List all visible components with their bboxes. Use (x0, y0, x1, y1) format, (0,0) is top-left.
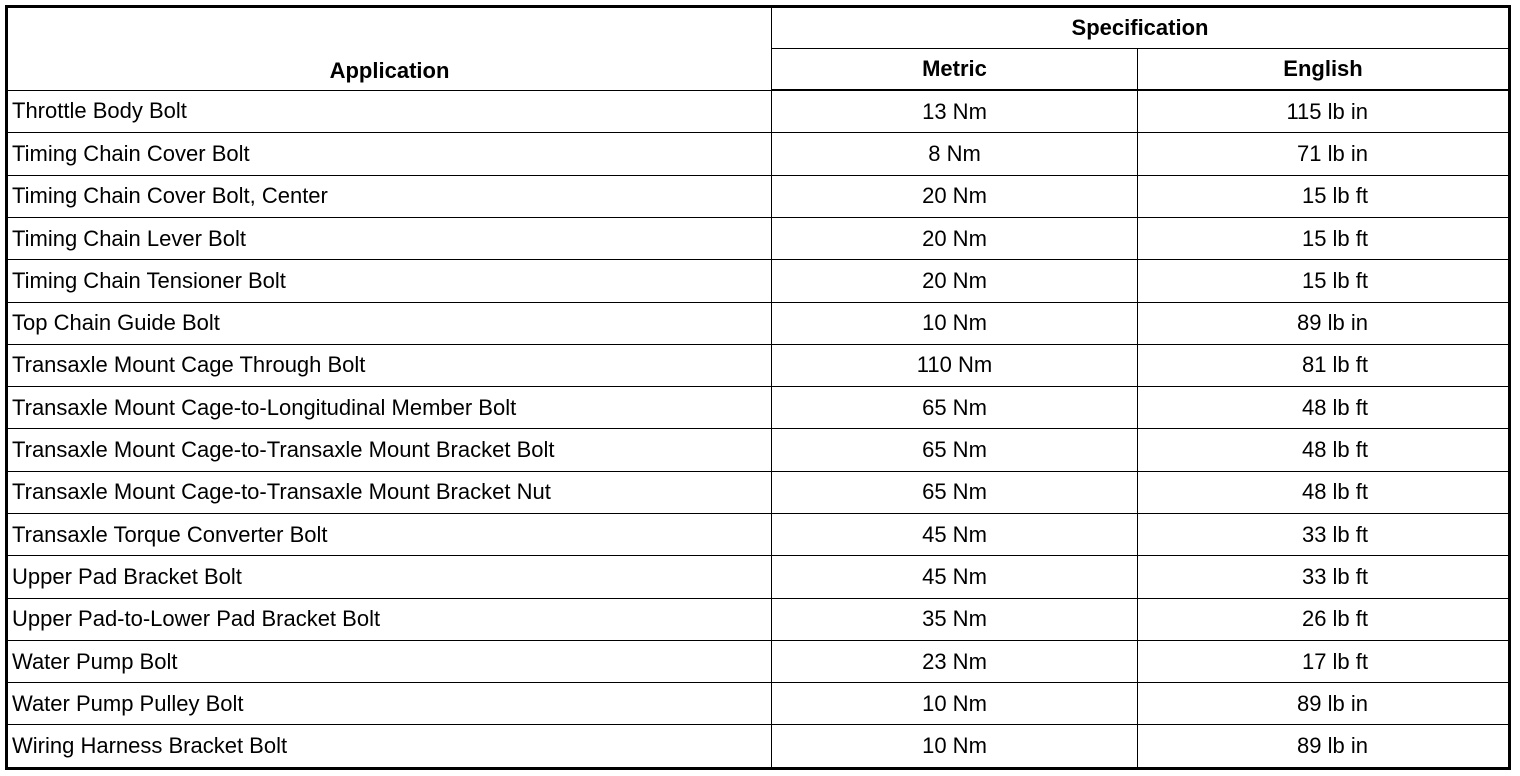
metric-value-cell: 65 Nm (772, 429, 1138, 471)
table-row (7, 133, 1510, 175)
specification-group-header: Specification (772, 7, 1510, 49)
english-value: 15 lb ft (1301, 225, 1368, 251)
table-row (7, 90, 1510, 133)
table-row (7, 725, 1510, 769)
table-row (7, 260, 1510, 302)
english-value: 115 lb in (1286, 98, 1368, 124)
english-value-cell (1138, 387, 1510, 429)
table-row (7, 640, 1510, 682)
table-row (7, 471, 1510, 513)
application-cell: Transaxle Mount Cage-to-Transaxle Mount Bracket Nut (7, 471, 772, 513)
application-cell: Water Pump Bolt (7, 640, 772, 682)
metric-value-cell: 10 Nm (772, 725, 1138, 769)
metric-value-cell: 45 Nm (772, 513, 1138, 555)
table-row (7, 556, 1510, 598)
application-cell: Upper Pad Bracket Bolt (7, 556, 772, 598)
english-value-cell (1138, 725, 1510, 769)
application-cell: Timing Chain Lever Bolt (7, 217, 772, 259)
metric-value-cell: 8 Nm (772, 133, 1138, 175)
metric-value-cell: 10 Nm (772, 302, 1138, 344)
english-value: 15 lb ft (1301, 267, 1368, 293)
application-cell: Transaxle Mount Cage-to-Longitudinal Member Bolt (7, 387, 772, 429)
application-cell: Wiring Harness Bracket Bolt (7, 725, 772, 769)
english-value: 48 lb ft (1301, 437, 1368, 463)
table-row (7, 217, 1510, 259)
application-cell: Timing Chain Cover Bolt (7, 133, 772, 175)
application-cell: Upper Pad-to-Lower Pad Bracket Bolt (7, 598, 772, 640)
english-value-cell (1138, 217, 1510, 259)
english-value: 89 lb in (1297, 310, 1368, 336)
table-row (7, 175, 1510, 217)
english-value: 26 lb ft (1301, 606, 1368, 632)
metric-value-cell: 20 Nm (772, 217, 1138, 259)
english-value: 17 lb ft (1301, 648, 1368, 674)
english-value-cell (1138, 344, 1510, 386)
english-value-cell (1138, 175, 1510, 217)
english-value-cell (1138, 471, 1510, 513)
english-value-cell (1138, 133, 1510, 175)
table-row (7, 513, 1510, 555)
table-row (7, 344, 1510, 386)
table-row (7, 387, 1510, 429)
english-column-header: English (1138, 49, 1510, 91)
metric-value-cell: 65 Nm (772, 471, 1138, 513)
english-value-cell (1138, 683, 1510, 725)
metric-value-cell: 23 Nm (772, 640, 1138, 682)
english-value: 33 lb ft (1301, 563, 1368, 589)
application-cell: Transaxle Mount Cage Through Bolt (7, 344, 772, 386)
metric-value-cell: 10 Nm (772, 683, 1138, 725)
english-value: 15 lb ft (1301, 183, 1368, 209)
english-value-cell (1138, 513, 1510, 555)
table-row (7, 683, 1510, 725)
specification-table (5, 5, 1511, 770)
english-value-cell (1138, 640, 1510, 682)
english-value-cell (1138, 429, 1510, 471)
english-value-cell (1138, 598, 1510, 640)
application-cell: Top Chain Guide Bolt (7, 302, 772, 344)
metric-value-cell: 13 Nm (772, 90, 1138, 133)
application-cell: Transaxle Torque Converter Bolt (7, 513, 772, 555)
application-cell: Throttle Body Bolt (7, 90, 772, 133)
metric-value-cell: 45 Nm (772, 556, 1138, 598)
application-cell: Timing Chain Cover Bolt, Center (7, 175, 772, 217)
application-column-header: Application (7, 7, 772, 91)
table-row (7, 598, 1510, 640)
english-value: 33 lb ft (1301, 521, 1368, 547)
english-value: 48 lb ft (1301, 479, 1368, 505)
application-cell: Timing Chain Tensioner Bolt (7, 260, 772, 302)
english-value: 89 lb in (1297, 733, 1368, 759)
table-body (7, 90, 1510, 769)
english-value: 48 lb ft (1301, 394, 1368, 420)
english-value: 89 lb in (1297, 690, 1368, 716)
metric-value-cell: 20 Nm (772, 175, 1138, 217)
english-value: 71 lb in (1297, 140, 1368, 166)
table-row (7, 429, 1510, 471)
english-value: 81 lb ft (1301, 352, 1368, 378)
header-row-top (7, 7, 1510, 49)
metric-column-header: Metric (772, 49, 1138, 91)
table-row (7, 302, 1510, 344)
metric-value-cell: 20 Nm (772, 260, 1138, 302)
table-header (7, 7, 1510, 91)
english-value-cell (1138, 90, 1510, 133)
english-value-cell (1138, 556, 1510, 598)
english-value-cell (1138, 260, 1510, 302)
application-cell: Water Pump Pulley Bolt (7, 683, 772, 725)
metric-value-cell: 110 Nm (772, 344, 1138, 386)
english-value-cell (1138, 302, 1510, 344)
metric-value-cell: 65 Nm (772, 387, 1138, 429)
metric-value-cell: 35 Nm (772, 598, 1138, 640)
application-cell: Transaxle Mount Cage-to-Transaxle Mount Bracket Bolt (7, 429, 772, 471)
